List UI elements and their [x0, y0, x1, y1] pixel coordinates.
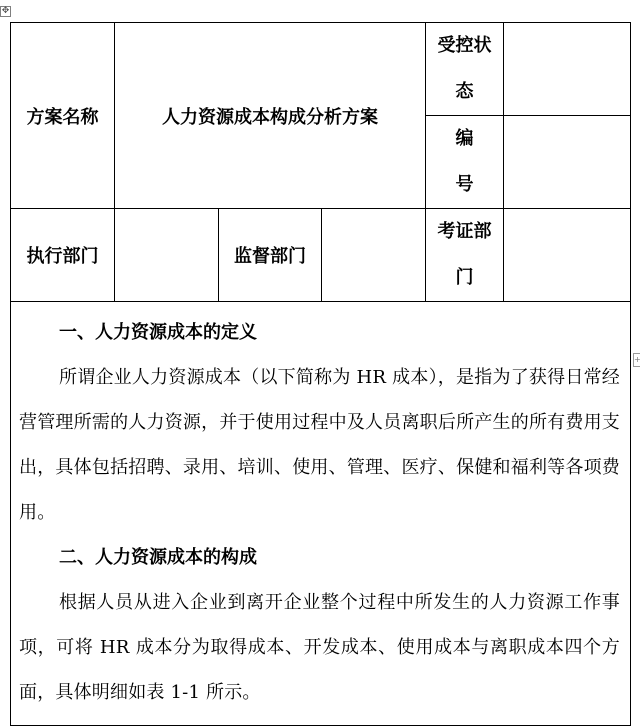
supervise-dept-label: 监督部门: [219, 209, 322, 302]
exec-dept-value[interactable]: [115, 209, 219, 302]
number-label: 编 号: [426, 116, 504, 209]
section-1-heading: 一、人力资源成本的定义: [59, 322, 257, 343]
section-2-paragraph: 根据人员从进入企业到离开企业整个过程中所发生的人力资源工作事项，可将 HR 成本分为取得成本、开发成本、使用成本与离职成本四个方面，具体明细如表 1-1 所示。: [19, 592, 621, 703]
exec-dept-label: 执行部门: [11, 209, 115, 302]
section-2-heading: 二、人力资源成本的构成: [59, 547, 257, 568]
plan-name-value[interactable]: 人力资源成本构成分析方案: [115, 23, 426, 209]
number-value[interactable]: [504, 116, 631, 209]
add-row-marker-icon[interactable]: +: [633, 353, 640, 367]
verify-dept-value[interactable]: [504, 209, 631, 302]
supervise-dept-value[interactable]: [322, 209, 426, 302]
verify-dept-label: 考证部 门: [426, 209, 504, 302]
section-1-paragraph: 所谓企业人力资源成本（以下简称为 HR 成本），是指为了获得日常经营管理所需的人力资源，并于使用过程中及人员离职后所产生的所有费用支出，具体包括招聘、录用、培训、使用、管理、医疗、保健和福利等各项费用。: [19, 367, 621, 523]
control-status-label: 受控状 态: [426, 23, 504, 116]
table-move-handle-icon[interactable]: ✥: [1, 6, 10, 16]
plan-name-label: 方案名称: [11, 23, 115, 209]
plan-table: [10, 22, 631, 726]
control-status-value[interactable]: [504, 23, 631, 116]
plan-body[interactable]: [11, 302, 631, 726]
